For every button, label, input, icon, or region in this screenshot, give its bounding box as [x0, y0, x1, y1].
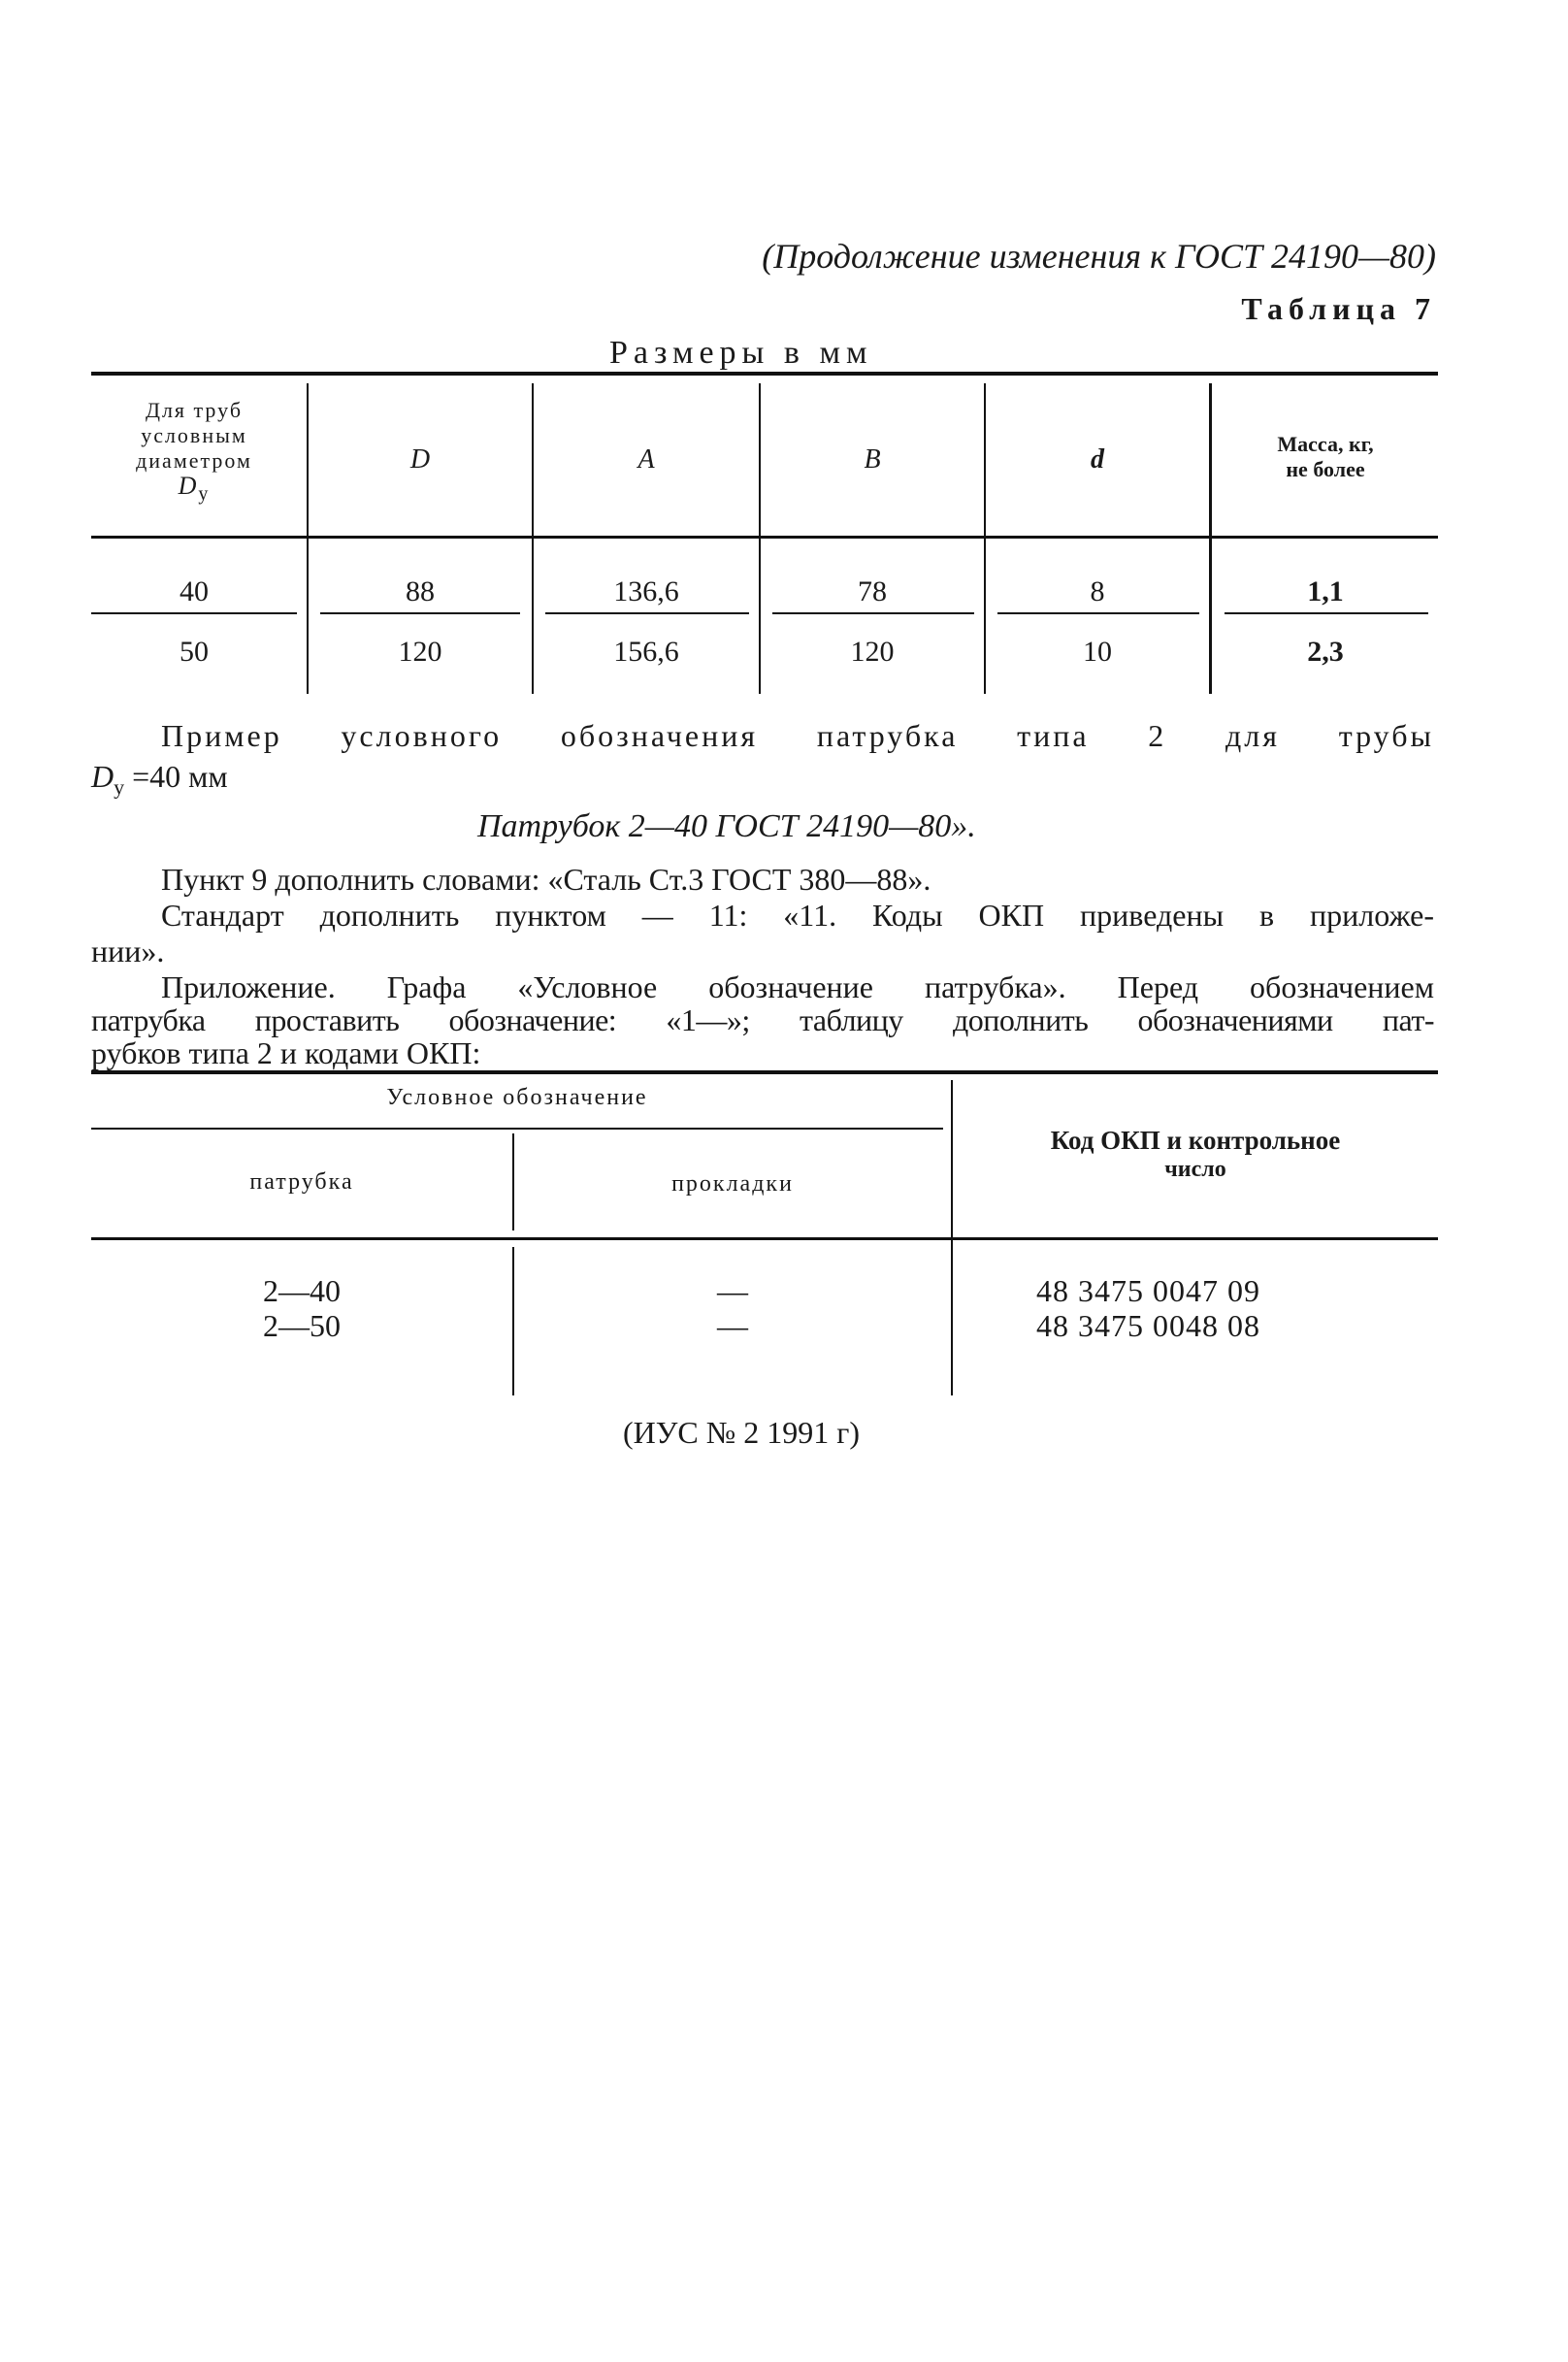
- cell-patrubka: 2—40: [263, 1273, 341, 1308]
- example-dy-value: =40 мм: [124, 759, 228, 794]
- cell-dy: 50: [180, 636, 209, 668]
- units-caption: Размеры в мм: [609, 335, 873, 371]
- continuation-heading: (Продолжение изменения к ГОСТ 24190—80): [762, 237, 1436, 276]
- cell-mass: 2,3: [1307, 636, 1344, 668]
- cell-D: 88: [406, 575, 435, 607]
- paragraph-appendix-l3: рубков типа 2 и кодами ОКП:: [91, 1035, 481, 1070]
- example-dy: [91, 759, 228, 800]
- cell-patrubka: 2—50: [263, 1308, 341, 1343]
- table-label: Таблица 7: [1241, 291, 1436, 326]
- header-okp-line1: Код ОКП и контрольное: [1050, 1126, 1341, 1155]
- paragraph-p9: Пункт 9 дополнить словами: «Сталь Ст.3 ГОСТ 380—88».: [161, 862, 931, 897]
- example-dy-symbol: D: [91, 759, 114, 794]
- header-okp-code: [953, 1126, 1438, 1184]
- example-dy-sub: у: [114, 774, 125, 800]
- paragraph-standard-cont: нии».: [91, 934, 165, 968]
- header-designation-group: Условное обозначение: [386, 1085, 648, 1110]
- header-mass-line2: не более: [1286, 457, 1365, 481]
- header-patrubka: патрубка: [249, 1169, 354, 1195]
- cell-okp-code: 48 3475 0048 08: [1036, 1308, 1260, 1343]
- cell-B: 78: [858, 575, 887, 607]
- cell-D: 120: [398, 636, 442, 668]
- header-dy: [91, 398, 297, 507]
- header-dy-symbol: D: [178, 472, 199, 500]
- cell-prokladki: —: [717, 1273, 748, 1308]
- header-mass-line1: Масса, кг,: [1277, 432, 1374, 456]
- cell-okp-code: 48 3475 0047 09: [1036, 1273, 1260, 1308]
- paragraph-appendix-l2: патрубка проставить обозначение: «1—»; таблицу дополнить обозначениями пат-: [91, 1002, 1434, 1037]
- paragraph-appendix: Приложение. Графа «Условное обозначение патрубка». Перед обозначением: [161, 969, 1434, 1004]
- cell-d: 8: [1090, 575, 1105, 607]
- cell-mass: 1,1: [1307, 575, 1344, 607]
- cell-dy: 40: [180, 575, 209, 607]
- header-okp-line2: число: [1164, 1157, 1226, 1182]
- header-dy-sub: у: [198, 483, 211, 506]
- header-B: B: [864, 444, 881, 475]
- ius-reference: (ИУС № 2 1991 г): [623, 1415, 861, 1450]
- header-mass: [1213, 432, 1438, 482]
- header-d: d: [1091, 444, 1104, 475]
- header-dy-line1: Для труб: [145, 398, 244, 422]
- header-dy-line3: диаметром: [136, 448, 252, 473]
- cell-B: 120: [850, 636, 895, 668]
- header-prokladki: прокладки: [671, 1171, 794, 1197]
- example-designation: Патрубок 2—40 ГОСТ 24190—80».: [477, 808, 976, 844]
- header-dy-line2: условным: [141, 423, 247, 447]
- header-D: D: [409, 444, 431, 475]
- cell-A: 136,6: [613, 575, 679, 607]
- example-line: Пример условного обозначения патрубка типа 2 для трубы: [161, 718, 1434, 753]
- paragraph-standard: Стандарт дополнить пунктом — 11: «11. Коды ОКП приведены в приложе-: [161, 898, 1434, 933]
- cell-prokladki: —: [717, 1308, 748, 1343]
- cell-d: 10: [1083, 636, 1112, 668]
- cell-A: 156,6: [613, 636, 679, 668]
- header-A: A: [637, 444, 655, 475]
